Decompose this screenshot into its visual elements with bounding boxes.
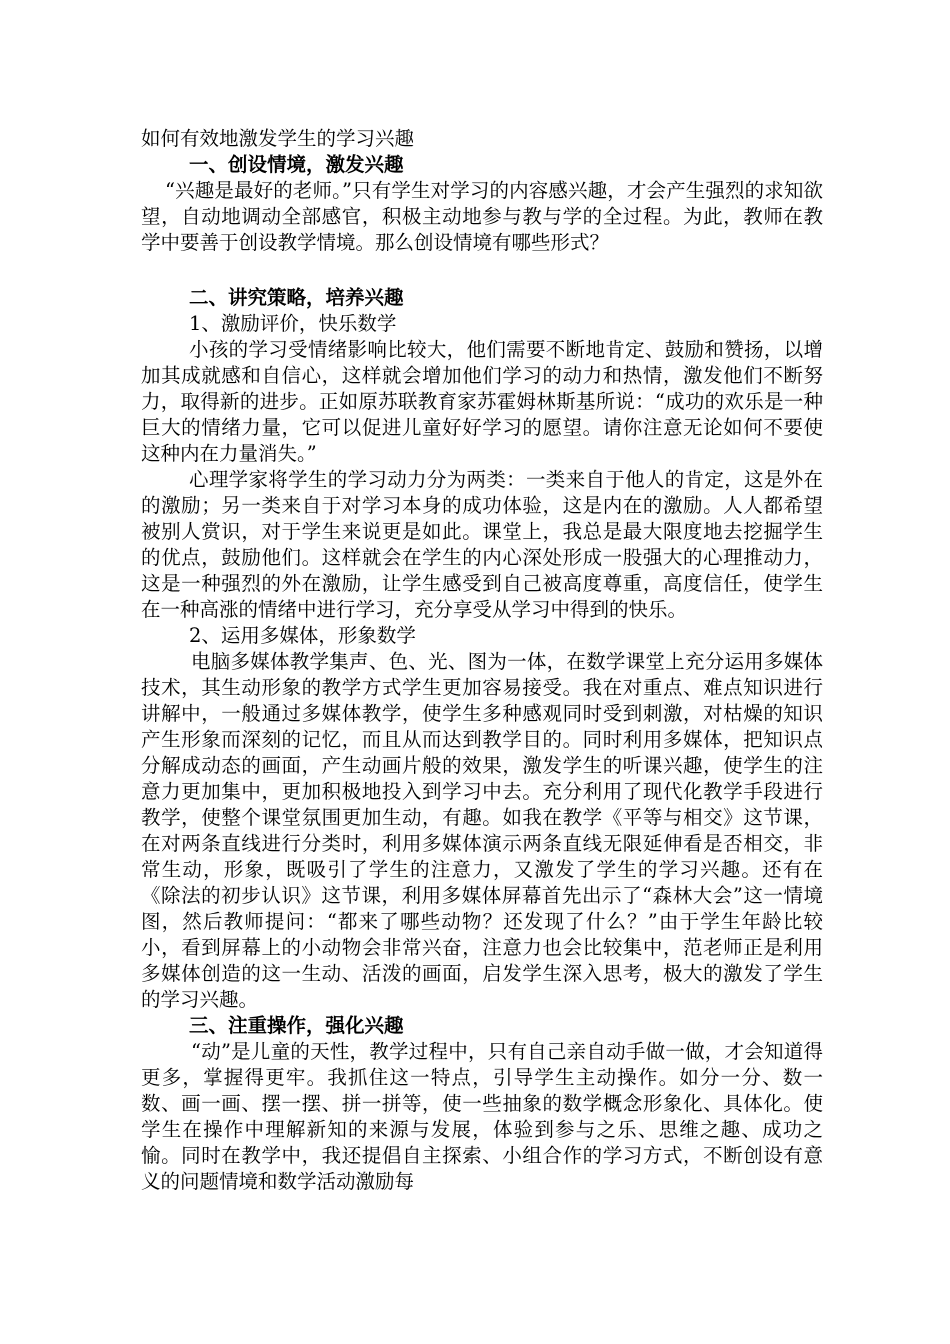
section-3-paragraph: “动”是儿童的天性，教学过程中，只有自己亲自动手做一做，才会知道得更多，掌握得更牢。我抓住这一特点，引导学生主动操作。如分一分、数一数、画一画、摆一摆、拼一拼等，使一些抽象的数学概念形象化、具体化。使学生在操作中理解新知的来源与发展，体验到参与之乐、思维之趣、成功之愉。同时在教学中，我还提倡自主探索、小组合作的学习方式，不断创设有意义的问题情境和数学活动激励每 [141, 1040, 823, 1193]
section-1-heading: 一、创设情境，激发兴趣 [189, 153, 404, 176]
subsection-1-paragraph-1: 小孩的学习受情绪影响比较大，他们需要不断地肯定、鼓励和赞扬，以增加其成就感和自信心，这样就会增加他们学习的动力和热情，激发他们不断努力，取得新的进步。正如原苏联教育家苏霍姆林斯基所说：“成功的欢乐是一种巨大的情绪力量，它可以促进儿童好好学习的愿望。请你注意无论如何不要使这种内在力量消失。” [141, 338, 823, 465]
document-title: 如何有效地激发学生的学习兴趣 [141, 127, 415, 150]
section-3-heading: 三、注重操作，强化兴趣 [189, 1014, 404, 1037]
section-2-heading: 二、讲究策略，培养兴趣 [189, 286, 404, 309]
blank-line [141, 256, 823, 285]
subsection-2-paragraph: 电脑多媒体教学集声、色、光、图为一体，在数学课堂上充分运用多媒体技术，其生动形象的教学方式学生更加容易接受。我在对重点、难点知识进行讲解中，一般通过多媒体教学，使学生多种感观同时受到刺激，对枯燥的知识产生形象而深刻的记忆，而且从而达到教学目的。同时利用多媒体，把知识点分解成动态的画面，产生动画片般的效果，激发学生的听课兴趣，使学生的注意力更加集中，更加积极地投入到学习中去。充分利用了现代化教学手段进行教学，使整个课堂氛围更加生动，有趣。如我在教学《平等与相交》这节课，在对两条直线进行分类时，利用多媒体演示两条直线无限延伸看是否相交，非常生动，形象，既吸引了学生的注意力，又激发了学生的学习兴趣。还有在《除法的初步认识》这节课，利用多媒体屏幕首先出示了“森林大会”这一情境图，然后教师提问：“都来了哪些动物？还发现了什么？”由于学生年龄比较小，看到屏幕上的小动物会非常兴奋，注意力也会比较集中，范老师正是利用多媒体创造的这一生动、活泼的画面，启发学生深入思考，极大的激发了学生的学习兴趣。 [141, 650, 823, 1011]
subsection-1-title: 1、激励评价，快乐数学 [189, 312, 397, 335]
subsection-1-paragraph-2: 心理学家将学生的学习动力分为两类：一类来自于他人的肯定，这是外在的激励；另一类来自于对学习本身的成功体验，这是内在的激励。人人都希望被别人赏识，对于学生来说更是如此。课堂上，我总是最大限度地去挖掘学生的优点，鼓励他们。这样就会在学生的内心深处形成一股强大的心理推动力，这是一种强烈的外在激励，让学生感受到自己被高度尊重，高度信任，使学生在一种高涨的情绪中进行学习，充分享受从学习中得到的快乐。 [141, 468, 823, 621]
section-1-paragraph: “兴趣是最好的老师。”只有学生对学习的内容感兴趣，才会产生强烈的求知欲望，自动地调动全部感官，积极主动地参与教与学的全过程。为此，教师在教学中要善于创设教学情境。那么创设情境有哪些形式？ [141, 179, 823, 254]
document-body [141, 126, 823, 1195]
subsection-2-title: 2、运用多媒体，形象数学 [189, 624, 416, 647]
